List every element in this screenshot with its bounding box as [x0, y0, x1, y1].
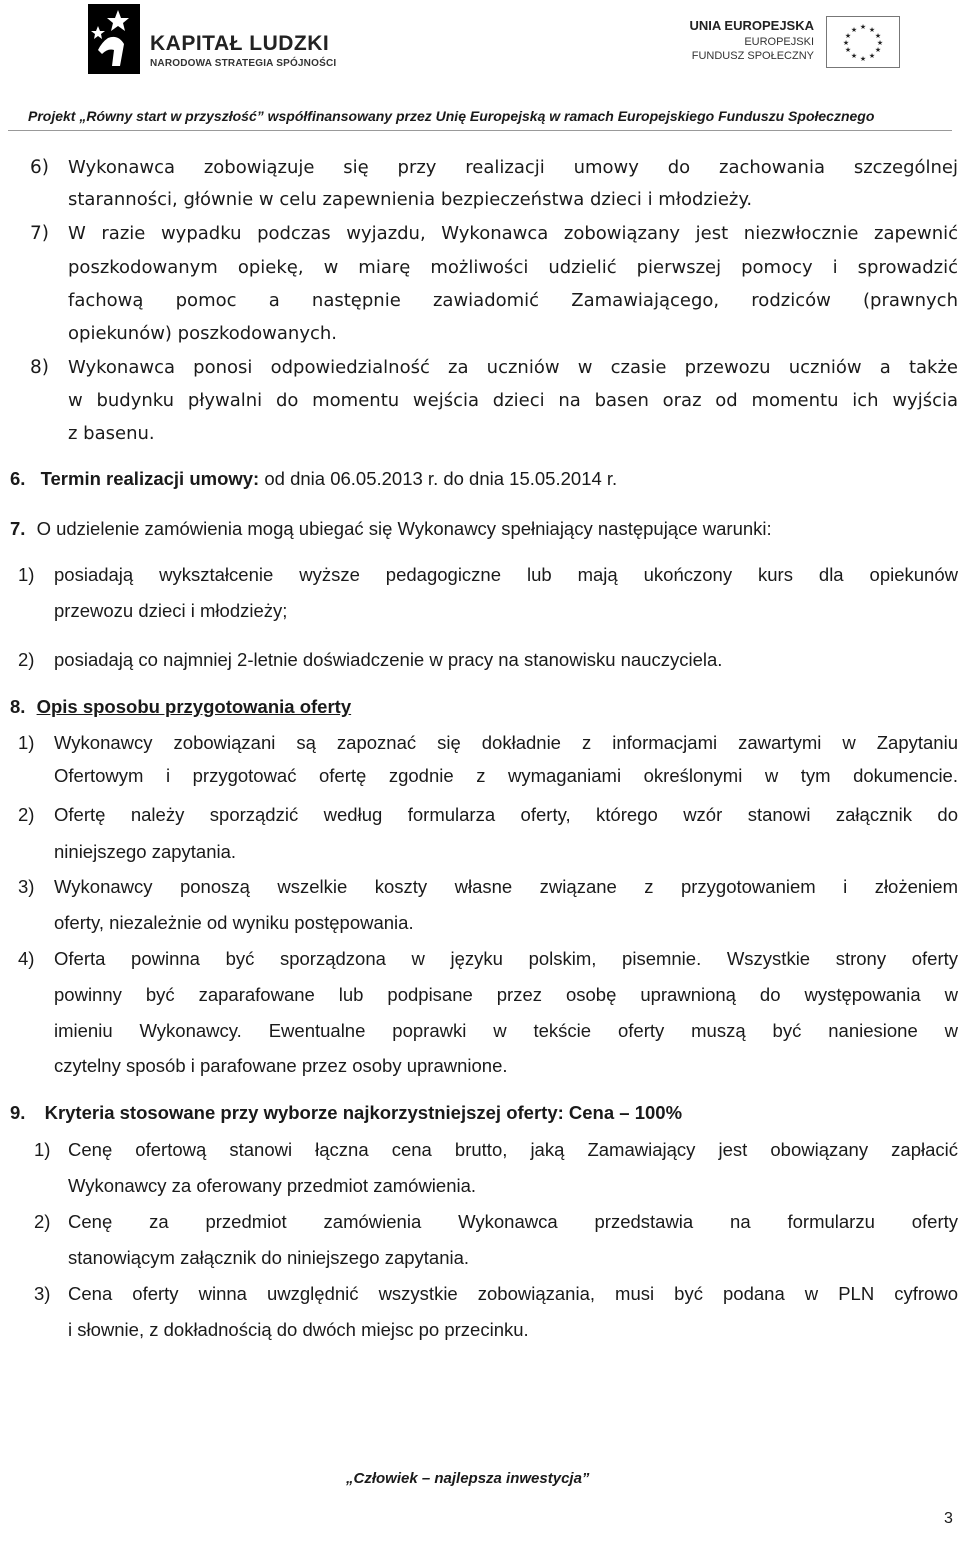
kapital-ludzki-subtitle: NARODOWA STRATEGIA SPÓJNOŚCI [150, 58, 337, 69]
item-line: poszkodowanym opiekę, w miarę możliwości udzielić pierwszej pomocy i sprowadzić [68, 257, 958, 278]
item-number: 1) [34, 1139, 51, 1160]
section-number: 9. [10, 1102, 26, 1123]
svg-text:★: ★ [844, 33, 852, 40]
item-line: i słownie, z dokładnością do dwóch miejsc po przecinku. [68, 1319, 529, 1340]
item-line: Wykonawca zobowiązuje się przy realizacji umowy do zachowania szczególnej [68, 157, 958, 178]
item-line: posiadają wykształcenie wyższe pedagogiczne lub mają ukończony kurs dla opiekunów [54, 564, 958, 585]
section-6-label: Termin realizacji umowy: [40, 468, 260, 489]
section-8-title: Opis sposobu przygotowania oferty [36, 696, 352, 717]
svg-text:★: ★ [842, 40, 850, 47]
svg-text:★: ★ [844, 47, 852, 54]
svg-text:★: ★ [859, 24, 867, 31]
item-line: czytelny sposób i parafowane przez osoby uprawnione. [54, 1055, 508, 1076]
item-line: opiekunów) poszkodowanych. [68, 323, 338, 344]
item-line: Cenę za przedmiot zamówienia Wykonawca przedstawia na formularzu oferty [68, 1211, 958, 1232]
svg-text:★: ★ [868, 27, 876, 34]
item-line: fachową pomoc a następnie zawiadomić Zamawiającego, rodziców (prawnych [68, 290, 958, 311]
item-number: 4) [18, 948, 35, 969]
item-line: Wykonawcy za oferowany przedmiot zamówienia. [68, 1175, 477, 1196]
kapital-ludzki-logo [88, 4, 358, 76]
eu-logo-line1: UNIA EUROPEJSKA [689, 18, 814, 33]
section-7-text: O udzielenie zamówienia mogą ubiegać się Wykonawcy spełniający następujące warunki: [36, 518, 772, 539]
item-line: Oferta powinna być sporządzona w języku polskim, pisemnie. Wszystkie strony oferty [54, 948, 958, 969]
section-9-title: Kryteria stosowane przy wyborze najkorzystniejszej oferty: Cena – 100% [44, 1102, 683, 1123]
item-number: 3) [34, 1283, 51, 1304]
item-line: posiadają co najmniej 2-letnie doświadczenie w pracy na stanowisku nauczyciela. [54, 649, 723, 670]
item-line: Wykonawca ponosi odpowiedzialność za uczniów w czasie przewozu uczniów a także [68, 357, 958, 378]
item-line: Cenę ofertową stanowi łączna cena brutto, jaką Zamawiający jest obowiązany zapłacić [68, 1139, 958, 1160]
eu-logo-line3: FUNDUSZ SPOŁECZNY [691, 50, 814, 62]
item-line: Ofertę należy sporządzić według formularza oferty, którego wzór stanowi załącznik do [54, 804, 958, 825]
project-header: Projekt „Równy start w przyszłość” współfinansowany przez Unię Europejską w ramach Europejskiego Funduszu Społecznego [28, 108, 875, 124]
section-number: 7. [10, 518, 26, 539]
item-line: oferty, niezależnie od wyniku postępowania. [54, 912, 414, 933]
kapital-ludzki-emblem-icon [88, 4, 140, 74]
item-number: 2) [18, 649, 35, 670]
section-number: 8. [10, 696, 26, 717]
item-number: 6) [30, 157, 49, 178]
svg-text:★: ★ [876, 40, 884, 47]
item-line: imieniu Wykonawcy. Ewentualne poprawki w tekście oferty muszą być naniesione w [54, 1020, 958, 1041]
section-6-text: od dnia 06.05.2013 r. do dnia 15.05.2014 r. [259, 468, 618, 489]
item-number: 2) [18, 804, 35, 825]
eu-logo [650, 16, 900, 76]
svg-text:★: ★ [874, 47, 882, 54]
svg-text:★: ★ [874, 33, 882, 40]
section-number: 6. [10, 468, 26, 489]
item-line: w budynku pływalni do momentu wejścia dzieci na basen oraz od momentu ich wyjścia [68, 390, 958, 411]
item-line: przewozu dzieci i młodzieży; [54, 600, 288, 621]
svg-text:★: ★ [850, 53, 858, 60]
item-line: Ofertowym i przygotować ofertę zgodnie z wymaganiami określonymi w tym dokumencie. [54, 765, 958, 786]
footer-motto: „Człowiek – najlepsza inwestycja” [346, 1470, 590, 1487]
item-number: 7) [30, 223, 49, 244]
item-line: staranności, głównie w celu zapewnienia bezpieczeństwa dzieci i młodzieży. [68, 189, 753, 210]
item-line: powinny być zaparafowane lub podpisane przez osobę uprawnioną do występowania w [54, 984, 958, 1005]
page-number: 3 [944, 1510, 953, 1527]
eu-flag-icon [826, 16, 900, 68]
item-line: W razie wypadku podczas wyjazdu, Wykonawca zobowiązany jest niezwłocznie zapewnić [68, 223, 958, 244]
item-line: Cena oferty winna uwzględnić wszystkie zobowiązania, musi być podana w PLN cyfrowo [68, 1283, 958, 1304]
header-divider [8, 130, 952, 131]
item-line: Wykonawcy ponoszą wszelkie koszty własne związane z przygotowaniem i złożeniem [54, 876, 958, 897]
svg-text:★: ★ [868, 53, 876, 60]
section-6 [10, 463, 617, 495]
eu-logo-line2: EUROPEJSKI [744, 36, 814, 48]
item-line: z basenu. [68, 423, 155, 444]
svg-text:★: ★ [850, 27, 858, 34]
section-7 [10, 513, 772, 545]
section-8 [10, 691, 351, 723]
item-number: 3) [18, 876, 35, 897]
item-line: stanowiącym załącznik do niniejszego zapytania. [68, 1247, 470, 1268]
svg-text:★: ★ [859, 56, 867, 63]
item-number: 8) [30, 357, 49, 378]
item-line: Wykonawcy zobowiązani są zapoznać się dokładnie z informacjami zawartymi w Zapytaniu [54, 732, 958, 753]
item-line: niniejszego zapytania. [54, 841, 237, 862]
item-number: 2) [34, 1211, 51, 1232]
section-9 [10, 1097, 682, 1129]
item-number: 1) [18, 564, 35, 585]
kapital-ludzki-title: KAPITAŁ LUDZKI [150, 32, 330, 55]
item-number: 1) [18, 732, 35, 753]
